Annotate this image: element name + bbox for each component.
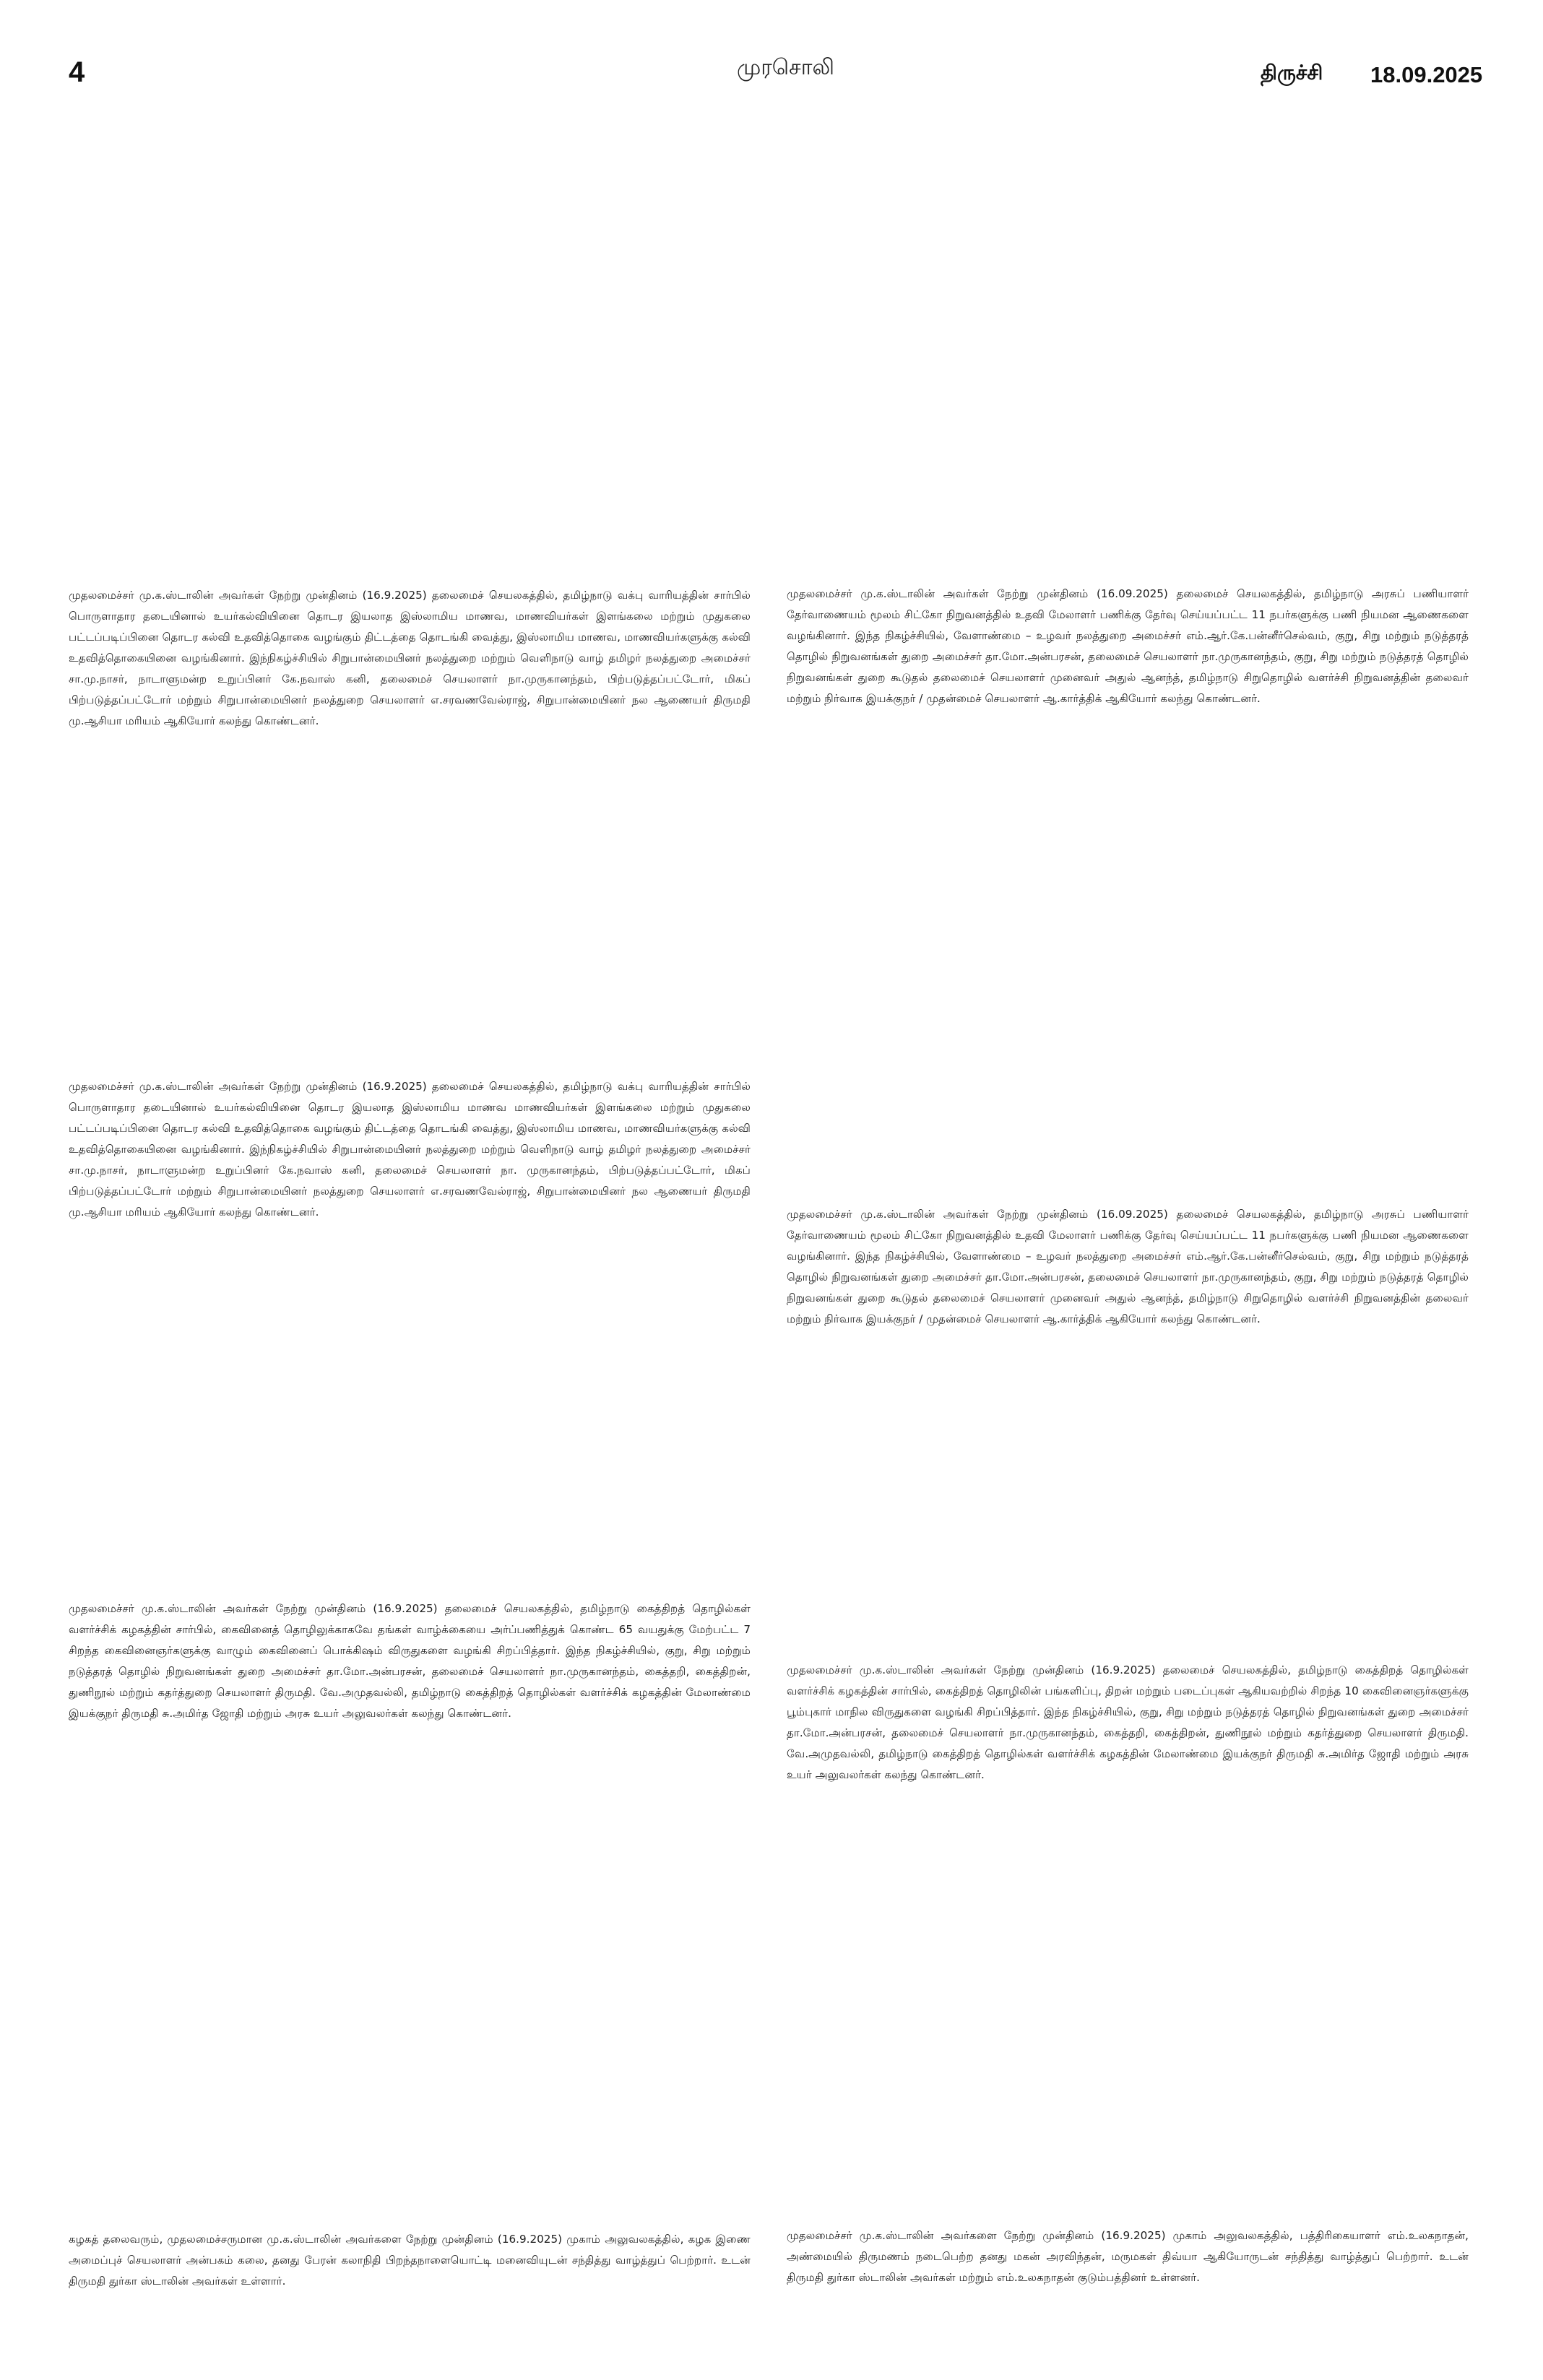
page-number: 4 [69, 56, 85, 88]
newspaper-name: முரசொலி [737, 55, 834, 80]
photo-caption: முதலமைச்சர் மு.க.ஸ்டாலின் அவர்கள் நேற்று முன்தினம் (16.09.2025) தலைமைச் செயலகத்தில், தமிழ்நாடு அரசுப் பணியாளர் தேர்வாணையம் மூலம் சிட்கோ நிறுவனத்தில் உதவி மேலாளர் பணிக்கு தேர்வு செய்யப்பட்ட 11 நபர்களுக்கு பணி நியமன ஆணைகளை வழங்கினார். இந்த நிகழ்ச்சியில், வேளாண்மை – உழவர் நலத்துறை அமைச்சர் எம்.ஆர்.கே.பன்னீர்செல்வம், குறு, சிறு மற்றும் நடுத்தரத் தொழில் நிறுவனங்கள் துறை அமைச்சர் தா.மோ.அன்பரசன், தலைமைச் செயலாளர் நா.முருகானந்தம், குறு, சிறு மற்றும் நடுத்தரத் தொழில் நிறுவனங்கள் துறை கூடுதல் தலைமைச் செயலாளர் முனைவர் அதுல் ஆனந்த், தமிழ்நாடு சிறுதொழில் வளர்ச்சி நிறுவனத்தின் தலைவர் மற்றும் நிர்வாக இயக்குநர் / முதன்மைச் செயலாளர் ஆ.கார்த்திக் ஆகியோர் கலந்து கொண்டனர். [787, 1208, 1469, 1325]
photo-caption: முதலமைச்சர் மு.க.ஸ்டாலின் அவர்கள் நேற்று முன்தினம் (16.9.2025) தலைமைச் செயலகத்தில், தமிழ்நாடு கைத்திறத் தொழில்கள் வளர்ச்சிக் கழகத்தின் சார்பில், கைவினைத் தொழிலுக்காகவே தங்கள் வாழ்க்கையை அர்ப்பணித்துக் கொண்ட 65 வயதுக்கு மேற்பட்ட 7 சிறந்த கைவினைஞர்களுக்கு வாழும் கைவினைப் பொக்கிஷம் விருதுகளை வழங்கி சிறப்பித்தார். இந்த நிகழ்ச்சியில், குறு, சிறு மற்றும் நடுத்தரத் தொழில் நிறுவனங்கள் துறை அமைச்சர் தா.மோ.அன்பரசன், தலைமைச் செயலாளர் நா.முருகானந்தம், கைத்தறி, கைத்திறன், துணிநூல் மற்றும் கதர்த்துறை செயலாளர் திருமதி. வே.அமுதவல்லி, தமிழ்நாடு கைத்திறத் தொழில்கள் வளர்ச்சிக் கழகத்தின் மேலாண்மை இயக்குநர் திருமதி சு.அமிர்த ஜோதி மற்றும் அரசு உயர் அலுவலர்கள் கலந்து கொண்டனர். [69, 1602, 751, 1720]
edition-city: திருச்சி [1261, 61, 1323, 85]
edition-date: 18.09.2025 [1370, 62, 1483, 87]
photo-caption: முதலமைச்சர் மு.க.ஸ்டாலின் அவர்களை நேற்று முன்தினம் (16.9.2025) முகாம் அலுவலகத்தில், பத்திரிகையாளர் எம்.உலகநாதன், அண்மையில் திருமணம் நடைபெற்ற தனது மகன் அரவிந்தன், மருமகள் திவ்யா ஆகியோருடன் சந்தித்து வாழ்த்துப் பெற்றார். உடன் திருமதி துர்கா ஸ்டாலின் அவர்கள் மற்றும் எம்.உலகநாதன் குடும்பத்தினர் உள்ளனர். [787, 2229, 1469, 2284]
photo-caption: முதலமைச்சர் மு.க.ஸ்டாலின் அவர்கள் நேற்று முன்தினம் (16.09.2025) தலைமைச் செயலகத்தில், தமிழ்நாடு அரசுப் பணியாளர் தேர்வாணையம் மூலம் சிட்கோ நிறுவனத்தில் உதவி மேலாளர் பணிக்கு தேர்வு செய்யப்பட்ட 11 நபர்களுக்கு பணி நியமன ஆணைகளை வழங்கினார். இந்த நிகழ்ச்சியில், வேளாண்மை – உழவர் நலத்துறை அமைச்சர் எம்.ஆர்.கே.பன்னீர்செல்வம், குறு, சிறு மற்றும் நடுத்தரத் தொழில் நிறுவனங்கள் துறை அமைச்சர் தா.மோ.அன்பரசன், தலைமைச் செயலாளர் நா.முருகானந்தம், குறு, சிறு மற்றும் நடுத்தரத் தொழில் நிறுவனங்கள் துறை கூடுதல் தலைமைச் செயலாளர் முனைவர் அதுல் ஆனந்த், தமிழ்நாடு சிறுதொழில் வளர்ச்சி நிறுவனத்தின் தலைவர் மற்றும் நிர்வாக இயக்குநர் / முதன்மைச் செயலாளர் ஆ.கார்த்திக் ஆகியோர் கலந்து கொண்டனர். [787, 587, 1469, 705]
masthead [0, 0, 1543, 101]
photo-caption: முதலமைச்சர் மு.க.ஸ்டாலின் அவர்கள் நேற்று முன்தினம் (16.9.2025) தலைமைச் செயலகத்தில், தமிழ்நாடு வக்பு வாரியத்தின் சார்பில் பொருளாதார தடையினால் உயர்கல்வியினை தொடர இயலாத இஸ்லாமிய மாணவ மாணவியர்கள் இளங்கலை மற்றும் முதுகலை பட்டப்படிப்பினை தொடர கல்வி உதவித்தொகை வழங்கும் திட்டத்தை தொடங்கி வைத்து, இஸ்லாமிய மாணவ, மாணவியர்களுக்கு கல்வி உதவித்தொகையினை வழங்கினார். இந்நிகழ்ச்சியில் சிறுபான்மையினர் நலத்துறை மற்றும் வெளிநாடு வாழ் தமிழர் நலத்துறை அமைச்சர் சா.மு.நாசர், நாடாளுமன்ற உறுப்பினர் கே.நவாஸ் கனி, தலைமைச் செயலாளர் நா. முருகானந்தம், பிற்படுத்தப்பட்டோர், மிகப் பிற்படுத்தப்பட்டோர் மற்றும் சிறுபான்மையினர் நலத்துறை செயலாளர் எ.சரவணவேல்ராஜ், சிறுபான்மையினர் நல ஆணையர் திருமதி மு.ஆசியா மரியம் ஆகியோர் கலந்து கொண்டனர். [69, 1080, 751, 1219]
photo-caption: முதலமைச்சர் மு.க.ஸ்டாலின் அவர்கள் நேற்று முன்தினம் (16.9.2025) தலைமைச் செயலகத்தில், தமிழ்நாடு கைத்திறத் தொழில்கள் வளர்ச்சிக் கழகத்தின் சார்பில், கைத்திறத் தொழிலின் பங்களிப்பு, திறன் மற்றும் படைப்புகள் ஆகியவற்றில் சிறந்த 10 கைவினைஞர்களுக்கு பூம்புகார் மாநில விருதுகளை வழங்கி சிறப்பித்தார். இந்த நிகழ்ச்சியில், குறு, சிறு மற்றும் நடுத்தரத் தொழில் நிறுவனங்கள் துறை அமைச்சர் தா.மோ.அன்பரசன், தலைமைச் செயலாளர் நா.முருகானந்தம், கைத்தறி, கைத்திறன், துணிநூல் மற்றும் கதர்த்துறை செயலாளர் திருமதி. வே.அமுதவல்லி, தமிழ்நாடு கைத்திறத் தொழில்கள் வளர்ச்சிக் கழகத்தின் மேலாண்மை இயக்குநர் திருமதி சு.அமிர்த ஜோதி மற்றும் அரசு உயர் அலுவலர்கள் கலந்து கொண்டனர். [787, 1663, 1469, 1781]
photo-caption: முதலமைச்சர் மு.க.ஸ்டாலின் அவர்கள் நேற்று முன்தினம் (16.9.2025) தலைமைச் செயலகத்தில், தமிழ்நாடு வக்பு வாரியத்தின் சார்பில் பொருளாதார தடையினால் உயர்கல்வியினை தொடர இயலாத இஸ்லாமிய மாணவ, மாணவியர்கள் இளங்கலை மற்றும் முதுகலை பட்டப்படிப்பினை தொடர கல்வி உதவித்தொகை வழங்கும் திட்டத்தை தொடங்கி வைத்து, இஸ்லாமிய மாணவ, மாணவியர்களுக்கு கல்வி உதவித்தொகையினை வழங்கினார். இந்நிகழ்ச்சியில் சிறுபான்மையினர் நலத்துறை மற்றும் வெளிநாடு வாழ் தமிழர் நலத்துறை அமைச்சர் சா.மு.நாசர், நாடாளுமன்ற உறுப்பினர் கே.நவாஸ் கனி, தலைமைச் செயலாளர் நா.முருகானந்தம், பிற்படுத்தப்பட்டோர், மிகப் பிற்படுத்தப்பட்டோர் மற்றும் சிறுபான்மையினர் நலத்துறை செயலாளர் எ.சரவணவேல்ராஜ், சிறுபான்மையினர் நல ஆணையர் திருமதி மு.ஆசியா மரியம் ஆகியோர் கலந்து கொண்டனர். [69, 589, 751, 727]
photo-caption: கழகத் தலைவரும், முதலமைச்சருமான மு.க.ஸ்டாலின் அவர்களை நேற்று முன்தினம் (16.9.2025) முகாம் அலுவலகத்தில், கழக இணை அமைப்புச் செயலாளர் அன்பகம் கலை, தனது பேரன் கலாநிதி பிறந்தநாளையொட்டி மனைவியுடன் சந்தித்து வாழ்த்துப் பெற்றார். உடன் திருமதி துர்கா ஸ்டாலின் அவர்கள் உள்ளார். [69, 2233, 751, 2288]
